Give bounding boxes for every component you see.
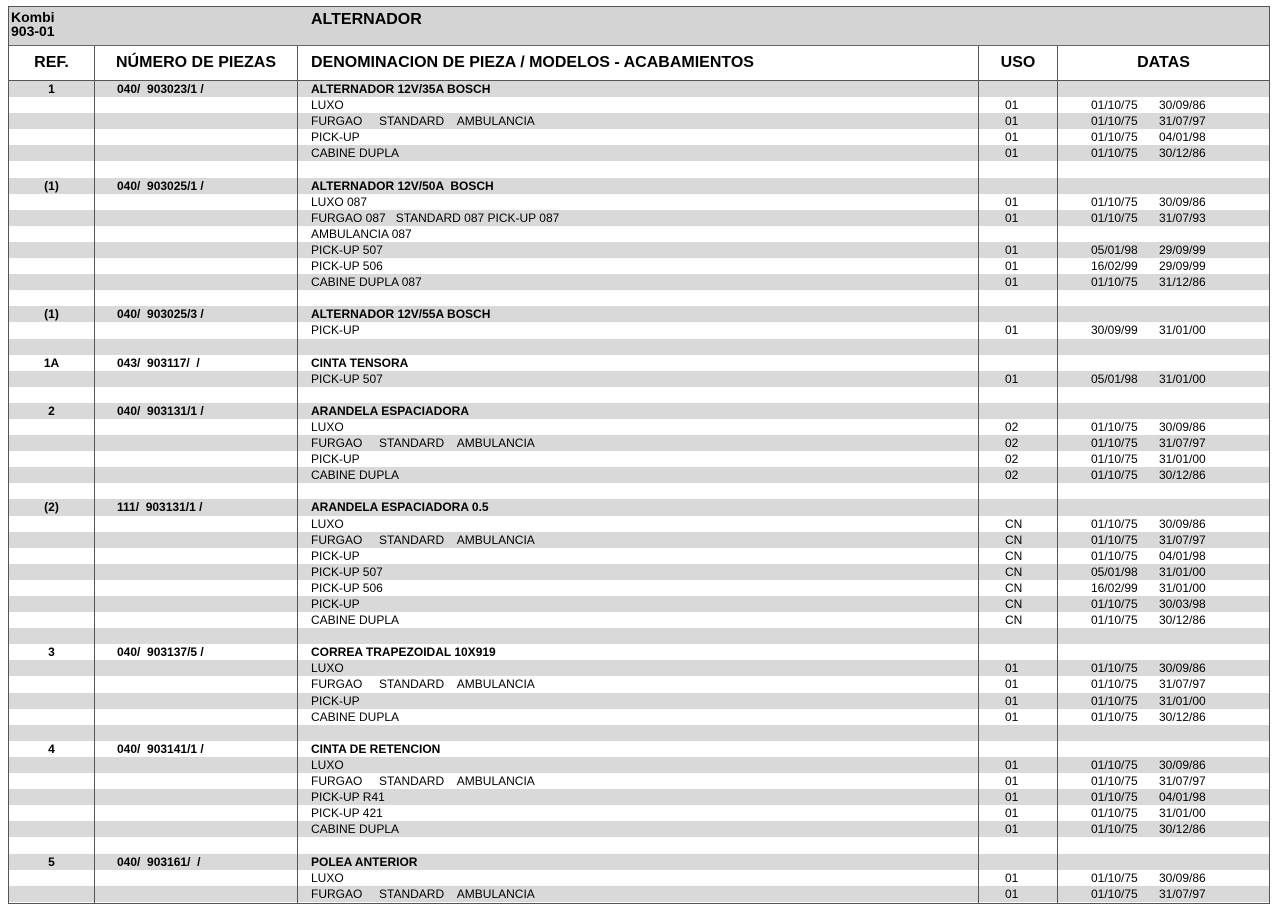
table-row: [9, 435, 1269, 451]
column-header-description: DENOMINACION DE PIEZA / MODELOS - ACABAMIENTOS: [311, 54, 754, 71]
description-cell: ALTERNADOR 12V/55A BOSCH: [311, 307, 491, 322]
date-to-cell: 31/07/97: [1159, 886, 1206, 901]
table-row: [9, 532, 1269, 548]
model-code: [11, 10, 55, 38]
table-row: [9, 161, 1269, 177]
description-cell: LUXO: [311, 98, 344, 113]
uso-cell: 01: [1005, 98, 1019, 113]
table-row: [9, 580, 1269, 596]
uso-cell: 01: [1005, 130, 1019, 145]
description-cell: ARANDELA ESPACIADORA: [311, 403, 470, 418]
date-to-cell: 31/01/00: [1159, 580, 1206, 595]
date-to-cell: 04/01/98: [1159, 790, 1206, 805]
description-cell: CORREA TRAPEZOIDAL 10X919: [311, 645, 496, 660]
table-row: [9, 467, 1269, 483]
table-row: [9, 789, 1269, 805]
ref-cell: 4: [48, 741, 55, 756]
table-row: [9, 322, 1269, 338]
uso-cell: 01: [1005, 677, 1019, 692]
description-cell: AMBULANCIA 087: [311, 226, 412, 241]
date-to-cell: 31/01/00: [1159, 564, 1206, 579]
table-row: [9, 821, 1269, 837]
parts-table: [9, 81, 1269, 902]
table-row: [9, 709, 1269, 725]
description-cell: ARANDELA ESPACIADORA 0.5: [311, 500, 489, 515]
date-to-cell: 30/09/86: [1159, 757, 1206, 772]
uso-cell: 01: [1005, 886, 1019, 901]
date-to-cell: 31/07/97: [1159, 436, 1206, 451]
parts-catalog-sheet: [8, 6, 1270, 904]
date-to-cell: 29/09/99: [1159, 259, 1206, 274]
table-row: [9, 516, 1269, 532]
description-cell: CABINE DUPLA: [311, 709, 400, 724]
date-from-cell: 01/10/75: [1091, 452, 1138, 467]
date-from-cell: 16/02/99: [1091, 259, 1138, 274]
uso-cell: 01: [1005, 371, 1019, 386]
description-cell: LUXO: [311, 661, 344, 676]
uso-cell: 01: [1005, 790, 1019, 805]
table-row: [9, 113, 1269, 129]
date-from-cell: 01/10/75: [1091, 757, 1138, 772]
part-header-row: [9, 499, 1269, 515]
uso-cell: 01: [1005, 194, 1019, 209]
date-to-cell: 30/03/98: [1159, 597, 1206, 611]
date-to-cell: 31/01/00: [1159, 452, 1206, 467]
table-row: [9, 387, 1269, 403]
description-cell: LUXO: [311, 870, 344, 885]
date-from-cell: 01/10/75: [1091, 597, 1138, 611]
date-from-cell: 01/10/75: [1091, 790, 1138, 805]
date-to-cell: 31/01/00: [1159, 371, 1206, 386]
description-cell: PICK-UP 507: [311, 371, 383, 386]
description-cell: FURGAO STANDARD AMBULANCIA: [311, 436, 535, 451]
uso-cell: 01: [1005, 870, 1019, 885]
uso-cell: 01: [1005, 242, 1019, 257]
uso-cell: 02: [1005, 468, 1019, 483]
description-cell: PICK-UP: [311, 452, 360, 467]
model-name: Kombi: [11, 9, 55, 25]
part-number-cell: 040/ 903025/3 /: [117, 307, 204, 322]
date-to-cell: 31/07/93: [1159, 210, 1206, 225]
table-row: [9, 274, 1269, 290]
part-header-row: [9, 81, 1269, 97]
uso-cell: 01: [1005, 693, 1019, 708]
part-header-row: [9, 306, 1269, 322]
part-header-row: [9, 178, 1269, 194]
ref-cell: 5: [48, 854, 55, 869]
part-number-cell: 040/ 903141/1 /: [117, 741, 204, 756]
table-row: [9, 564, 1269, 580]
date-from-cell: 01/10/75: [1091, 661, 1138, 676]
column-divider: [297, 46, 298, 903]
date-from-cell: 01/10/75: [1091, 774, 1138, 789]
description-cell: LUXO: [311, 757, 344, 772]
date-to-cell: 31/01/00: [1159, 693, 1206, 708]
date-from-cell: 01/10/75: [1091, 275, 1138, 290]
date-to-cell: 30/12/86: [1159, 146, 1206, 161]
table-row: [9, 870, 1269, 886]
table-row: [9, 210, 1269, 226]
uso-cell: CN: [1005, 564, 1023, 579]
description-cell: CABINE DUPLA: [311, 613, 400, 628]
part-number-cell: 040/ 903023/1 /: [117, 82, 204, 96]
part-number-cell: 040/ 903025/1 /: [117, 178, 204, 193]
date-from-cell: 01/10/75: [1091, 516, 1138, 531]
ref-cell: (1): [44, 178, 59, 193]
part-number-cell: 111/ 903131/1 /: [117, 500, 203, 515]
uso-cell: 01: [1005, 275, 1019, 290]
part-number-cell: 040/ 903131/1 /: [117, 403, 204, 418]
date-to-cell: 30/09/86: [1159, 98, 1206, 113]
table-row: [9, 693, 1269, 709]
date-to-cell: 30/09/86: [1159, 516, 1206, 531]
column-header-ref: REF.: [34, 54, 69, 71]
column-divider: [94, 46, 95, 903]
table-row: [9, 290, 1269, 306]
table-row: [9, 757, 1269, 773]
part-number-cell: 040/ 903161/ /: [117, 854, 201, 869]
uso-cell: 01: [1005, 259, 1019, 274]
table-row: [9, 242, 1269, 258]
column-header-row: [9, 46, 1269, 81]
uso-cell: CN: [1005, 613, 1023, 628]
table-row: [9, 628, 1269, 644]
description-cell: PICK-UP 506: [311, 259, 383, 274]
date-from-cell: 01/10/75: [1091, 130, 1138, 145]
description-cell: ALTERNADOR 12V/50A BOSCH: [311, 178, 494, 193]
uso-cell: CN: [1005, 532, 1023, 547]
date-to-cell: 31/07/97: [1159, 774, 1206, 789]
date-from-cell: 01/10/75: [1091, 693, 1138, 708]
description-cell: PICK-UP 507: [311, 564, 383, 579]
description-cell: POLEA ANTERIOR: [311, 854, 418, 869]
part-number-cell: 040/ 903137/5 /: [117, 645, 204, 660]
part-number-cell: 043/ 903117/ /: [117, 355, 200, 370]
date-to-cell: 31/07/97: [1159, 532, 1206, 547]
date-to-cell: 30/12/86: [1159, 822, 1206, 837]
description-cell: CABINE DUPLA: [311, 822, 400, 837]
table-row: [9, 548, 1269, 564]
ref-cell: 1: [48, 82, 55, 96]
date-to-cell: 30/12/86: [1159, 468, 1206, 483]
uso-cell: 02: [1005, 419, 1019, 434]
uso-cell: 02: [1005, 436, 1019, 451]
description-cell: PICK-UP: [311, 693, 360, 708]
table-row: [9, 419, 1269, 435]
column-divider: [1057, 46, 1058, 903]
column-header-datas: DATAS: [1137, 54, 1190, 71]
date-to-cell: 31/01/00: [1159, 323, 1206, 338]
date-from-cell: 01/10/75: [1091, 146, 1138, 161]
date-from-cell: 30/09/99: [1091, 323, 1138, 338]
table-row: [9, 451, 1269, 467]
table-row: [9, 226, 1269, 242]
date-to-cell: 30/09/86: [1159, 194, 1206, 209]
description-cell: FURGAO 087 STANDARD 087 PICK-UP 087: [311, 210, 560, 225]
date-from-cell: 05/01/98: [1091, 564, 1138, 579]
date-from-cell: 01/10/75: [1091, 870, 1138, 885]
date-from-cell: 16/02/99: [1091, 580, 1138, 595]
date-to-cell: 04/01/98: [1159, 130, 1206, 145]
uso-cell: 01: [1005, 774, 1019, 789]
date-to-cell: 30/09/86: [1159, 661, 1206, 676]
page-title: ALTERNADOR: [311, 11, 422, 28]
date-to-cell: 30/09/86: [1159, 419, 1206, 434]
date-from-cell: 01/10/75: [1091, 532, 1138, 547]
date-to-cell: 31/01/00: [1159, 806, 1206, 821]
uso-cell: 01: [1005, 822, 1019, 837]
date-from-cell: 01/10/75: [1091, 806, 1138, 821]
date-to-cell: 30/12/86: [1159, 709, 1206, 724]
model-number: 903-01: [11, 23, 55, 39]
uso-cell: CN: [1005, 516, 1023, 531]
uso-cell: 01: [1005, 757, 1019, 772]
date-from-cell: 01/10/75: [1091, 114, 1138, 129]
description-cell: FURGAO STANDARD AMBULANCIA: [311, 114, 535, 129]
table-row: [9, 837, 1269, 853]
table-row: [9, 129, 1269, 145]
description-cell: ALTERNADOR 12V/35A BOSCH: [311, 82, 491, 96]
date-from-cell: 01/10/75: [1091, 436, 1138, 451]
ref-cell: 1A: [43, 355, 60, 370]
date-to-cell: 31/12/86: [1159, 275, 1206, 290]
date-from-cell: 01/10/75: [1091, 210, 1138, 225]
description-cell: PICK-UP 421: [311, 806, 383, 821]
description-cell: PICK-UP 506: [311, 580, 383, 595]
description-cell: PICK-UP: [311, 597, 360, 611]
description-cell: PICK-UP: [311, 548, 360, 563]
description-cell: PICK-UP 507: [311, 242, 383, 257]
table-row: [9, 725, 1269, 741]
part-header-row: [9, 355, 1269, 371]
table-row: [9, 371, 1269, 387]
description-cell: FURGAO STANDARD AMBULANCIA: [311, 532, 535, 547]
table-row: [9, 145, 1269, 161]
part-header-row: [9, 644, 1269, 660]
table-row: [9, 483, 1269, 499]
description-cell: CABINE DUPLA 087: [311, 275, 422, 290]
ref-cell: (2): [44, 500, 59, 515]
uso-cell: 01: [1005, 806, 1019, 821]
date-from-cell: 01/10/75: [1091, 822, 1138, 837]
description-cell: CABINE DUPLA: [311, 468, 400, 483]
uso-cell: CN: [1005, 597, 1023, 611]
date-from-cell: 01/10/75: [1091, 548, 1138, 563]
part-header-row: [9, 854, 1269, 870]
date-from-cell: 01/10/75: [1091, 419, 1138, 434]
date-to-cell: 30/09/86: [1159, 870, 1206, 885]
date-to-cell: 04/01/98: [1159, 548, 1206, 563]
column-header-uso: USO: [1000, 54, 1036, 71]
uso-cell: 01: [1005, 661, 1019, 676]
description-cell: FURGAO STANDARD AMBULANCIA: [311, 774, 535, 789]
date-from-cell: 01/10/75: [1091, 886, 1138, 901]
description-cell: FURGAO STANDARD AMBULANCIA: [311, 677, 535, 692]
table-row: [9, 660, 1269, 676]
date-to-cell: 30/12/86: [1159, 613, 1206, 628]
table-row: [9, 596, 1269, 612]
description-cell: CINTA DE RETENCION: [311, 741, 441, 756]
description-cell: LUXO 087: [311, 194, 368, 209]
table-row: [9, 773, 1269, 789]
table-row: [9, 886, 1269, 902]
date-from-cell: 01/10/75: [1091, 98, 1138, 113]
description-cell: PICK-UP R41: [311, 790, 385, 805]
uso-cell: CN: [1005, 548, 1023, 563]
date-from-cell: 01/10/75: [1091, 709, 1138, 724]
uso-cell: 02: [1005, 452, 1019, 467]
table-row: [9, 339, 1269, 355]
date-from-cell: 01/10/75: [1091, 468, 1138, 483]
uso-cell: 01: [1005, 323, 1019, 338]
date-to-cell: 29/09/99: [1159, 242, 1206, 257]
date-from-cell: 01/10/75: [1091, 194, 1138, 209]
column-header-part-number: NÚMERO DE PIEZAS: [116, 54, 277, 71]
title-bar: [9, 7, 1269, 46]
table-row: [9, 612, 1269, 628]
date-from-cell: 05/01/98: [1091, 242, 1138, 257]
description-cell: LUXO: [311, 516, 344, 531]
uso-cell: 01: [1005, 709, 1019, 724]
date-to-cell: 31/07/97: [1159, 114, 1206, 129]
column-divider: [978, 46, 979, 903]
table-row: [9, 805, 1269, 821]
uso-cell: 01: [1005, 114, 1019, 129]
description-cell: CABINE DUPLA: [311, 146, 400, 161]
description-cell: PICK-UP: [311, 323, 360, 338]
uso-cell: 01: [1005, 210, 1019, 225]
uso-cell: CN: [1005, 580, 1023, 595]
description-cell: FURGAO STANDARD AMBULANCIA: [311, 886, 535, 901]
date-from-cell: 01/10/75: [1091, 613, 1138, 628]
date-from-cell: 01/10/75: [1091, 677, 1138, 692]
description-cell: PICK-UP: [311, 130, 360, 145]
ref-cell: 3: [48, 645, 55, 660]
part-header-row: [9, 741, 1269, 757]
table-row: [9, 194, 1269, 210]
ref-cell: 2: [48, 403, 55, 418]
uso-cell: 01: [1005, 146, 1019, 161]
description-cell: CINTA TENSORA: [311, 355, 409, 370]
table-row: [9, 97, 1269, 113]
ref-cell: (1): [44, 307, 59, 322]
table-row: [9, 676, 1269, 692]
description-cell: LUXO: [311, 419, 344, 434]
part-header-row: [9, 403, 1269, 419]
date-to-cell: 31/07/97: [1159, 677, 1206, 692]
date-from-cell: 05/01/98: [1091, 371, 1138, 386]
table-row: [9, 258, 1269, 274]
